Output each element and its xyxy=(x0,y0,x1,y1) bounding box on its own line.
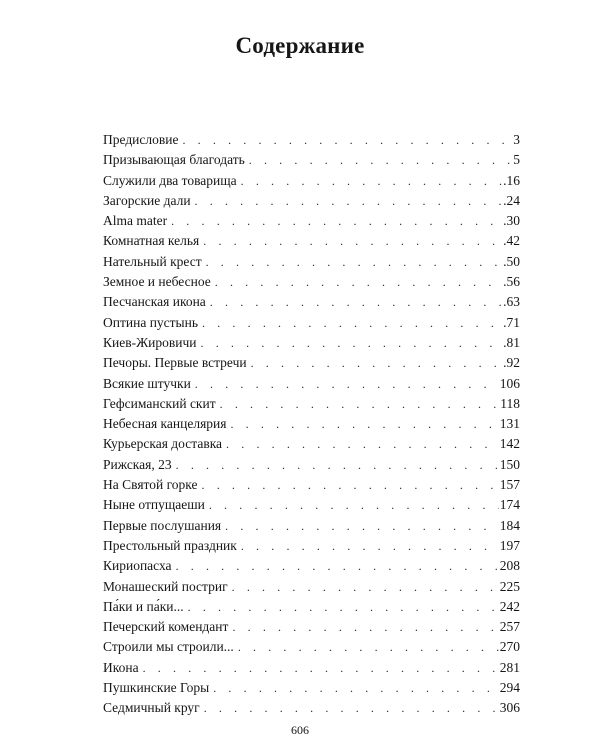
dot-leader xyxy=(176,455,499,475)
toc-entry-title: Монашеский постриг xyxy=(103,578,228,594)
dot-leader xyxy=(238,637,499,657)
toc-entry-title: На Святой горке xyxy=(103,477,198,493)
toc-entry-page: .16 xyxy=(503,172,520,188)
toc-entry xyxy=(103,252,520,272)
dot-leader xyxy=(241,536,499,556)
toc-entry xyxy=(103,333,520,353)
toc-entry-title: Комнатная келья xyxy=(103,233,200,249)
toc-entry xyxy=(103,516,520,536)
toc-entry-title: Престольный праздник xyxy=(103,537,237,553)
toc-entry xyxy=(103,171,520,191)
dot-leader xyxy=(215,272,502,292)
toc-entry xyxy=(103,394,520,414)
toc-entry-title: Гефсиманский скит xyxy=(103,395,216,411)
toc-entry xyxy=(103,292,520,312)
toc-entry-page: 3 xyxy=(513,132,520,147)
toc-entry xyxy=(103,678,520,698)
toc-entry xyxy=(103,130,520,150)
dot-leader xyxy=(225,516,499,536)
dot-leader xyxy=(206,252,503,272)
toc-entry-page: 281 xyxy=(499,659,520,675)
toc-entry-page: .24 xyxy=(503,192,520,208)
toc-entry-page: 294 xyxy=(499,680,520,696)
toc-entry-page: 197 xyxy=(499,537,520,553)
toc-entry-page: 225 xyxy=(499,578,520,594)
toc-entry-title: Ныне отпущаеши xyxy=(103,497,205,513)
toc-entry-title: Первые послушания xyxy=(103,517,222,533)
toc-entry-page: .81 xyxy=(503,334,520,350)
toc-entry xyxy=(103,414,520,434)
toc-entry xyxy=(103,597,520,617)
page-number: 606 xyxy=(291,723,309,737)
dot-leader xyxy=(249,150,512,170)
toc-entry-page: 150 xyxy=(499,456,520,472)
toc-entry-title: Призывающая благодать xyxy=(103,152,245,168)
toc-entry-title: Седмичный круг xyxy=(103,700,200,716)
toc-entry-page: .92 xyxy=(503,355,520,371)
toc-entry-page: .50 xyxy=(503,253,520,269)
toc-entry-page: 208 xyxy=(499,558,520,574)
toc-entry-title: Песчанская икона xyxy=(103,294,206,310)
dot-leader xyxy=(213,678,499,698)
dot-leader xyxy=(195,191,503,211)
toc-entry-title: Печерский комендант xyxy=(103,619,229,635)
dot-leader xyxy=(195,374,499,394)
dot-leader xyxy=(201,333,503,353)
toc-entry-page: 157 xyxy=(499,477,520,493)
toc-entry xyxy=(103,577,520,597)
toc-entry-page: 242 xyxy=(499,598,520,614)
toc-entry xyxy=(103,374,520,394)
toc-entry-page: 270 xyxy=(499,639,520,655)
toc-entry xyxy=(103,658,520,678)
toc-entry xyxy=(103,272,520,292)
toc-entry-page: .56 xyxy=(503,274,520,290)
toc-entry xyxy=(103,150,520,170)
toc-entry-page: .63 xyxy=(503,294,520,310)
dot-leader xyxy=(143,658,499,678)
toc-entry-page: 131 xyxy=(499,416,520,432)
dot-leader xyxy=(209,495,499,515)
toc-entry xyxy=(103,637,520,657)
dot-leader xyxy=(232,577,499,597)
toc-entry-page: 184 xyxy=(499,517,520,533)
toc-entry xyxy=(103,231,520,251)
toc-entry xyxy=(103,556,520,576)
dot-leader xyxy=(241,171,502,191)
dot-leader xyxy=(210,292,502,312)
toc-entry-title: Курьерская доставка xyxy=(103,436,223,452)
toc-entry-page: 257 xyxy=(499,619,520,635)
toc-entry-title: Предисловие xyxy=(103,132,179,147)
dot-leader xyxy=(171,211,502,231)
dot-leader xyxy=(251,353,503,373)
dot-leader xyxy=(202,313,502,333)
toc-entry-title: Рижская, 23 xyxy=(103,456,172,472)
toc-entry xyxy=(103,536,520,556)
dot-leader xyxy=(202,475,499,495)
toc-entry-title: Загорские дали xyxy=(103,192,191,208)
toc-entry-page: 5 xyxy=(513,152,520,168)
toc-entry xyxy=(103,191,520,211)
toc-entry xyxy=(103,313,520,333)
dot-leader xyxy=(176,556,499,576)
toc-entry-title: Оптина пустынь xyxy=(103,314,199,330)
toc-entry-page: 142 xyxy=(499,436,520,452)
toc-entry-page: 306 xyxy=(499,700,520,716)
toc-entry-title: Земное и небесное xyxy=(103,274,211,290)
toc-entry-page: .71 xyxy=(503,314,520,330)
toc-entry-title: Нательный крест xyxy=(103,253,202,269)
dot-leader xyxy=(226,434,499,454)
toc-entry-title: Икона xyxy=(103,659,139,675)
toc-entry-title: Киев-Жировичи xyxy=(103,334,197,350)
toc-entry-title: Печоры. Первые встречи xyxy=(103,355,247,371)
toc-entry-page: 174 xyxy=(499,497,520,513)
toc-entry xyxy=(103,698,520,718)
toc-entry-title: Кириопасха xyxy=(103,558,172,574)
toc-entry-page: 118 xyxy=(500,395,520,411)
toc-entry-page: .30 xyxy=(503,213,520,229)
toc-entry-title: Пушкинские Горы xyxy=(103,680,210,696)
toc-entry-title: Строили мы строили... xyxy=(103,639,234,655)
dot-leader xyxy=(182,130,512,150)
toc-entry xyxy=(103,211,520,231)
toc-entry xyxy=(103,475,520,495)
dot-leader xyxy=(232,617,498,637)
toc-entry-title: Служили два товарища xyxy=(103,172,237,188)
table-of-contents xyxy=(103,130,520,719)
page-title: Содержание xyxy=(235,33,365,58)
toc-entry-title: Всякие штучки xyxy=(103,375,191,391)
toc-entry-page: .42 xyxy=(503,233,520,249)
toc-entry xyxy=(103,617,520,637)
toc-entry xyxy=(103,455,520,475)
toc-entry-title: Alma mater xyxy=(103,213,168,229)
dot-leader xyxy=(188,597,499,617)
toc-entry-title: Небесная канцелярия xyxy=(103,416,227,432)
dot-leader xyxy=(203,231,502,251)
toc-entry xyxy=(103,434,520,454)
toc-entry xyxy=(103,353,520,373)
toc-entry xyxy=(103,495,520,515)
dot-leader xyxy=(220,394,500,414)
dot-leader xyxy=(230,414,498,434)
dot-leader xyxy=(204,698,499,718)
toc-entry-page: 106 xyxy=(499,375,520,391)
toc-entry-title: Па́ки и па́ки... xyxy=(103,598,184,614)
